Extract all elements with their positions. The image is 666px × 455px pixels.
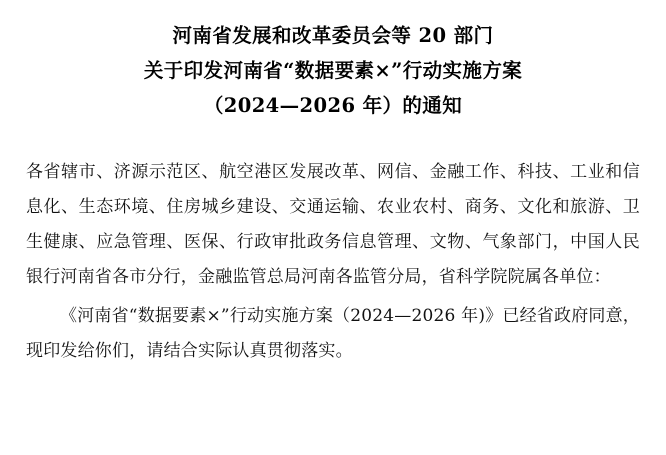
title-line-3: （2024—2026 年）的通知	[203, 94, 463, 117]
notice-paragraph: 《河南省“数据要素×”行动实施方案（2024—2026 年)》已经省政府同意，现印发给你们，请结合实际认真贯彻落实。	[26, 306, 640, 361]
document-title	[26, 18, 640, 123]
document-body	[26, 155, 640, 369]
title-line-1: 河南省发展和改革委员会等 20 部门	[172, 24, 494, 47]
recipient-paragraph: 各省辖市、济源示范区、航空港区发展改革、网信、金融工作、科技、工业和信息化、生态环境、住房城乡建设、交通运输、农业农村、商务、文化和旅游、卫生健康、应急管理、医保、行政审批政务信息管理、文物、气象部门，中国人民银行河南省各市分行，金融监管总局河南各监管分局，省科学院院属各单位：	[26, 162, 640, 287]
title-line-2: 关于印发河南省“数据要素×”行动实施方案	[143, 59, 523, 82]
